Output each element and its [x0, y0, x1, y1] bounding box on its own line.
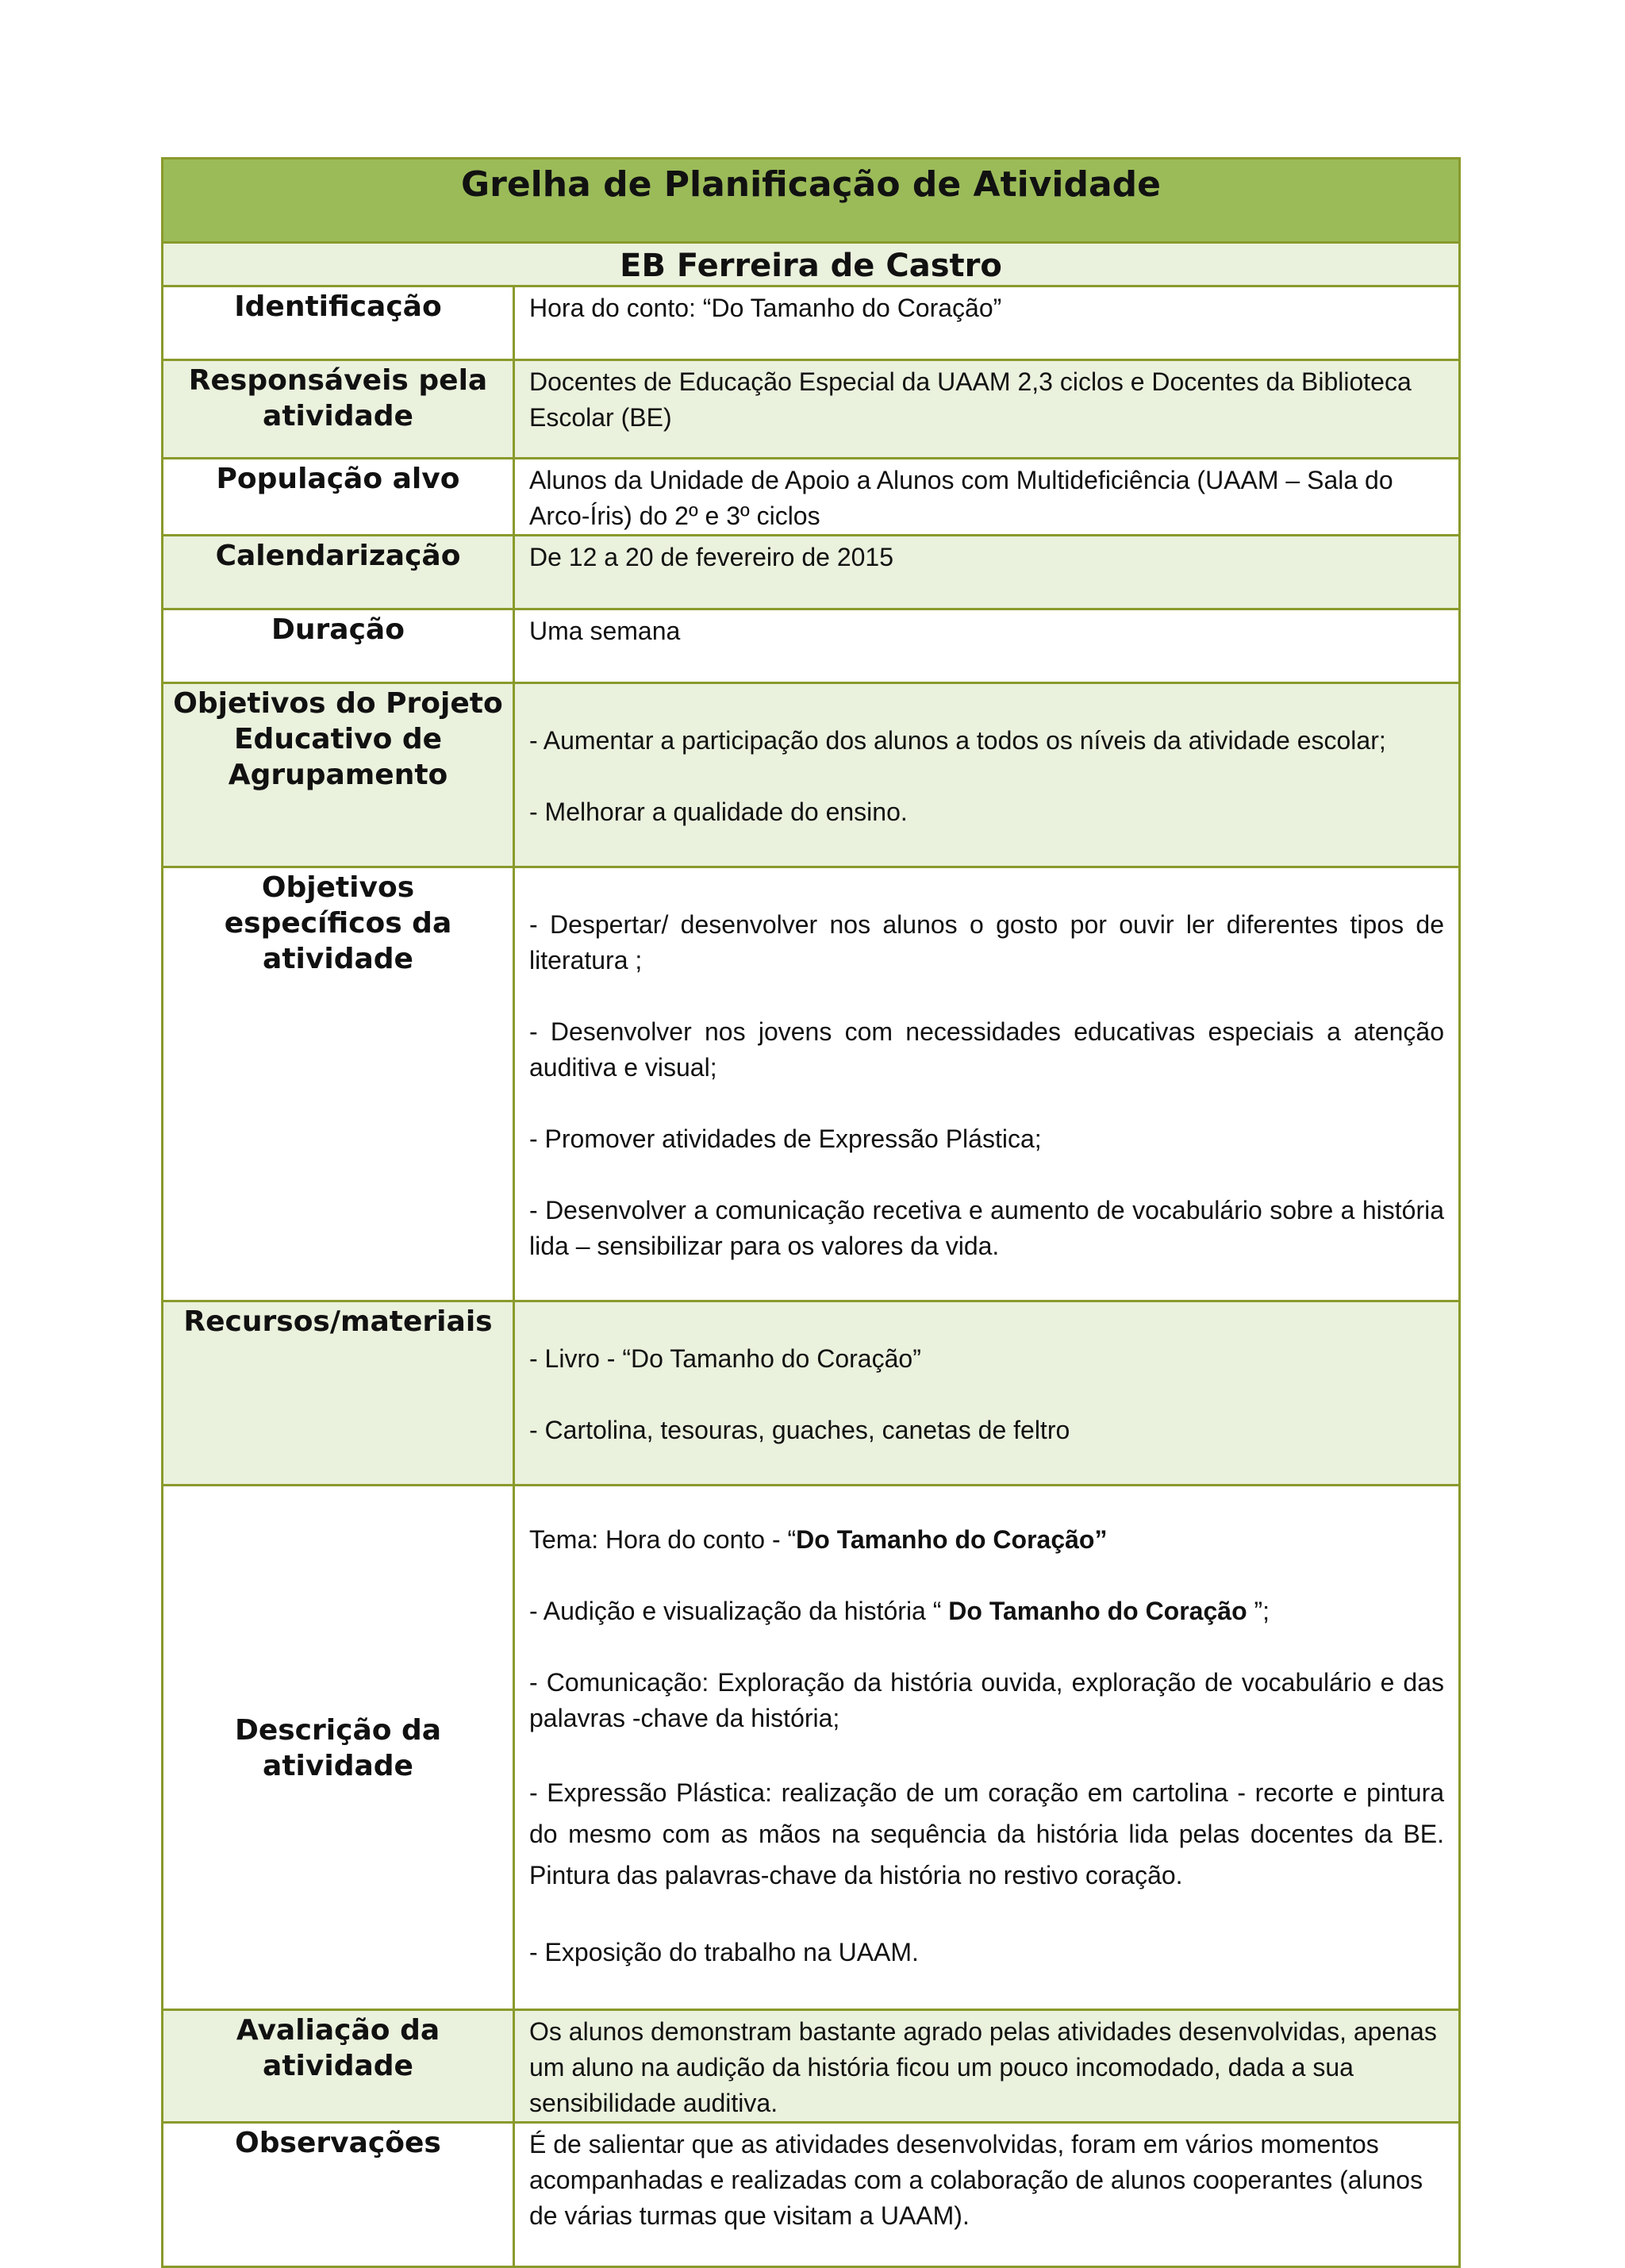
descricao-exposicao: - Exposição do trabalho na UAAM. — [529, 1938, 919, 1966]
row-label-duracao: Duração — [271, 613, 405, 646]
row-objetivos-especificos — [163, 867, 1460, 1301]
label-cell — [163, 867, 514, 1301]
label-cell — [163, 286, 514, 360]
row-label-responsaveis: Responsáveis pela atividade — [188, 364, 488, 432]
row-label-calendarizacao: Calendarização — [215, 540, 461, 572]
planning-grid-table — [161, 157, 1461, 2268]
value-cell — [514, 683, 1460, 867]
objetivos-especificos-list — [515, 868, 1458, 1300]
row-recursos — [163, 1301, 1460, 1486]
row-responsaveis — [163, 360, 1460, 459]
label-cell — [163, 536, 514, 609]
row-label-avaliacao: Avaliação da atividade — [236, 2014, 440, 2082]
label-cell — [163, 360, 514, 459]
row-value-populacao: Alunos da Unidade de Apoio a Alunos com Multideficiência (UAAM – Sala do Arco-Íris) do 2º e 3º ciclos — [529, 466, 1393, 530]
value-cell — [514, 1301, 1460, 1486]
school-row — [163, 243, 1460, 286]
list-item: - Livro - “Do Tamanho do Coração” — [529, 1344, 921, 1373]
row-value-identificacao: Hora do conto: “Do Tamanho do Coração” — [529, 294, 1002, 322]
label-cell — [163, 459, 514, 536]
row-objetivos-projeto — [163, 683, 1460, 867]
title-row — [163, 159, 1460, 243]
descricao-tema — [529, 1522, 1444, 1558]
descricao-list — [515, 1486, 1458, 2009]
value-cell — [514, 459, 1460, 536]
title-cell — [163, 159, 1460, 243]
page-title: Grelha de Planificação de Atividade — [461, 164, 1161, 205]
label-cell — [163, 609, 514, 683]
row-label-recursos: Recursos/materiais — [183, 1305, 493, 1338]
value-cell — [514, 1486, 1460, 2010]
label-cell — [163, 1301, 514, 1486]
value-cell — [514, 360, 1460, 459]
school-cell — [163, 243, 1460, 286]
label-cell — [163, 1486, 514, 2010]
audicao-bold: Do Tamanho do Coração — [948, 1597, 1247, 1625]
row-observacoes — [163, 2123, 1460, 2267]
descricao-comunicacao: - Comunicação: Exploração da história ouvida, exploração de vocabulário e das palavras -chave da história; — [529, 1668, 1445, 1732]
list-item: - Aumentar a participação dos alunos a todos os níveis da atividade escolar; — [529, 726, 1386, 755]
list-item: - Cartolina, tesouras, guaches, canetas de feltro — [529, 1416, 1070, 1444]
row-descricao — [163, 1486, 1460, 2010]
row-label-objetivos-especificos: Objetivos específicos da atividade — [224, 871, 452, 975]
row-value-observacoes: É de salientar que as atividades desenvolvidas, foram em vários momentos acompanhadas e realizadas com a colaboração de alunos cooperantes (alunos de várias turmas que visitam a UAAM). — [529, 2130, 1423, 2230]
audicao-prefix: - Audição e visualização da história “ — [529, 1597, 949, 1625]
list-item: - Melhorar a qualidade do ensino. — [529, 798, 908, 826]
value-cell — [514, 2010, 1460, 2123]
row-duracao — [163, 609, 1460, 683]
list-item: - Promover atividades de Expressão Plástica; — [529, 1124, 1042, 1153]
descricao-audicao — [529, 1593, 1444, 1629]
value-cell — [514, 2123, 1460, 2267]
row-populacao — [163, 459, 1460, 536]
row-value-avaliacao: Os alunos demonstram bastante agrado pelas atividades desenvolvidas, apenas um aluno na audição da história ficou um pouco incomodado, dada a sua sensibilidade auditiva. — [529, 2017, 1437, 2117]
label-cell — [163, 683, 514, 867]
list-item: - Desenvolver nos jovens com necessidades educativas especiais a atenção auditiva e visual; — [529, 1017, 1445, 1082]
row-label-observacoes: Observações — [235, 2127, 441, 2159]
descricao-expressao: - Expressão Plástica: realização de um coração em cartolina - recorte e pintura do mesmo com as mãos na sequência da história lida pelas docentes da BE. Pintura das palavras-chave da história no restivo coração. — [529, 1778, 1445, 1889]
value-cell — [514, 867, 1460, 1301]
row-value-calendarizacao: De 12 a 20 de fevereiro de 2015 — [529, 543, 893, 571]
label-cell — [163, 2010, 514, 2123]
list-item: - Despertar/ desenvolver nos alunos o gosto por ouvir ler diferentes tipos de literatura ; — [529, 910, 1445, 974]
row-calendarizacao — [163, 536, 1460, 609]
row-value-responsaveis: Docentes de Educação Especial da UAAM 2,3 ciclos e Docentes da Biblioteca Escolar (BE) — [529, 367, 1412, 432]
school-name: EB Ferreira de Castro — [620, 248, 1002, 284]
row-label-objetivos-projeto: Objetivos do Projeto Educativo de Agrupamento — [173, 687, 503, 791]
list-item: - Desenvolver a comunicação recetiva e aumento de vocabulário sobre a história lida – sensibilizar para os valores da vida. — [529, 1196, 1445, 1260]
label-cell — [163, 2123, 514, 2267]
value-cell — [514, 286, 1460, 360]
audicao-suffix: ”; — [1247, 1597, 1270, 1625]
value-cell — [514, 536, 1460, 609]
tema-bold: Do Tamanho do Coração” — [796, 1525, 1108, 1554]
row-label-populacao: População alvo — [216, 463, 460, 495]
objetivos-projeto-list — [515, 684, 1458, 866]
recursos-list — [515, 1302, 1458, 1484]
row-label-identificacao: Identificação — [234, 290, 442, 323]
row-value-duracao: Uma semana — [529, 617, 681, 645]
row-identificacao — [163, 286, 1460, 360]
row-label-descricao: Descrição da atividade — [234, 1714, 442, 1782]
tema-prefix: Tema: Hora do conto - “ — [529, 1525, 797, 1554]
row-avaliacao — [163, 2010, 1460, 2123]
value-cell — [514, 609, 1460, 683]
